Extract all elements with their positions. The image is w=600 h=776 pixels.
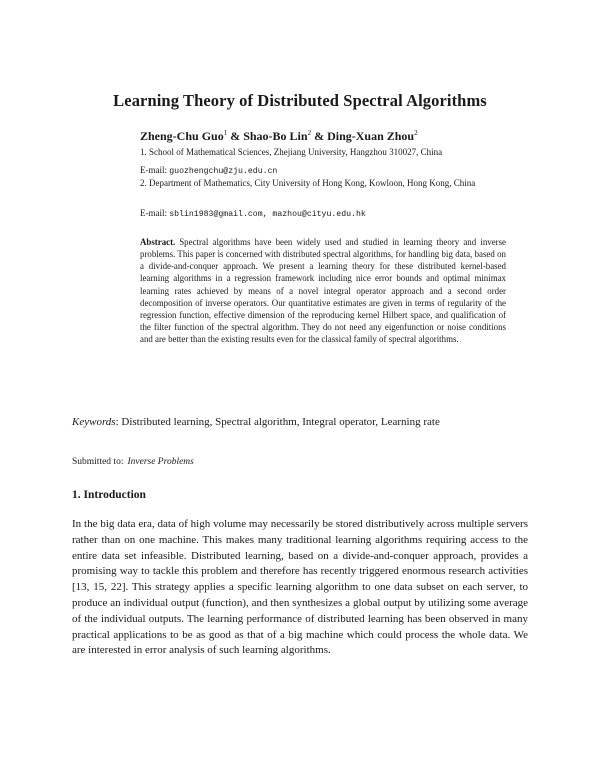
author-name: Shao-Bo Lin [243, 129, 308, 143]
abstract-label: Abstract. [140, 237, 176, 247]
author-affiliation-mark: 1 [223, 129, 228, 137]
email-label: E-mail: [140, 165, 170, 175]
paper-title: Learning Theory of Distributed Spectral Algorithms [113, 91, 487, 110]
keywords [72, 416, 440, 428]
abstract-text: Spectral algorithms have been widely used and studied in learning theory and inverse problems. This paper is concerned with distributed spectral algorithms, for handling big data, based on a divide-and-conquer approach. We present a learning theory for these distributed kernel-based learning algorithms in a regression framework including nice error bounds and optimal minimax learning rates achieved by means of a novel integral operator approach and a second order decomposition of inverse operators. Our quantitative estimates are given in terms of regularity of the regression function, effective dimension of the reproducing kernel Hilbert space, and qualification of the filter function of the spectral algorithm. They do not need any eigenfunction or noise conditions and are better than the existing results even for the classical family of spectral algorithms. [140, 237, 506, 345]
email-address-2[interactable]: sblin1983@gmail.com, mazhou@cityu.edu.hk [169, 210, 366, 219]
author-affiliation-mark: 2 [307, 129, 312, 137]
abstract [140, 236, 506, 345]
affiliation-2: 2. Department of Mathematics, City University of Hong Kong, Kowloon, Hong Kong, China [140, 178, 476, 188]
author-name: Zheng-Chu Guo [140, 129, 224, 143]
author-line [140, 129, 418, 144]
email-line-1 [140, 164, 500, 178]
section-heading-introduction: 1. Introduction [72, 489, 146, 501]
author-separator: & [311, 129, 328, 143]
author-affiliation-mark: 2 [414, 129, 418, 137]
email-address-1[interactable]: guozhengchu@zju.edu.cn [169, 167, 278, 176]
keywords-label: Keywords [72, 416, 116, 428]
affiliation-1: 1. School of Mathematical Sciences, Zhejiang University, Hangzhou 310027, China [140, 147, 443, 157]
author-separator: & [227, 129, 244, 143]
submitted-to [72, 457, 194, 467]
submitted-journal: Inverse Problems [127, 457, 194, 467]
email-label: E-mail: [140, 208, 170, 218]
email-line-2 [140, 207, 500, 221]
author-name: Ding-Xuan Zhou [327, 129, 415, 143]
submitted-label: Submitted to: [72, 457, 124, 467]
keywords-text: : Distributed learning, Spectral algorithm, Integral operator, Learning rate [115, 416, 440, 428]
introduction-paragraph: In the big data era, data of high volume may necessarily be stored distributively across multiple servers rather than on one machine. This makes many traditional learning algorithms requiring access to the entire data set infeasible. Distributed learning, based on a divide-and-conquer approach, provides a promising way to tackle this problem and therefore has recently triggered enormous research activities [13, 15, 22]. This strategy applies a specific learning algorithm to one data subset on each server, to produce an individual output (function), and then synthesizes a global output by utilizing some average of the individual outputs. The learning performance of distributed learning has been observed in many practical applications to be as good as that of a big machine which could process the whole data. We are interested in error analysis of such learning algorithms. [72, 518, 528, 657]
